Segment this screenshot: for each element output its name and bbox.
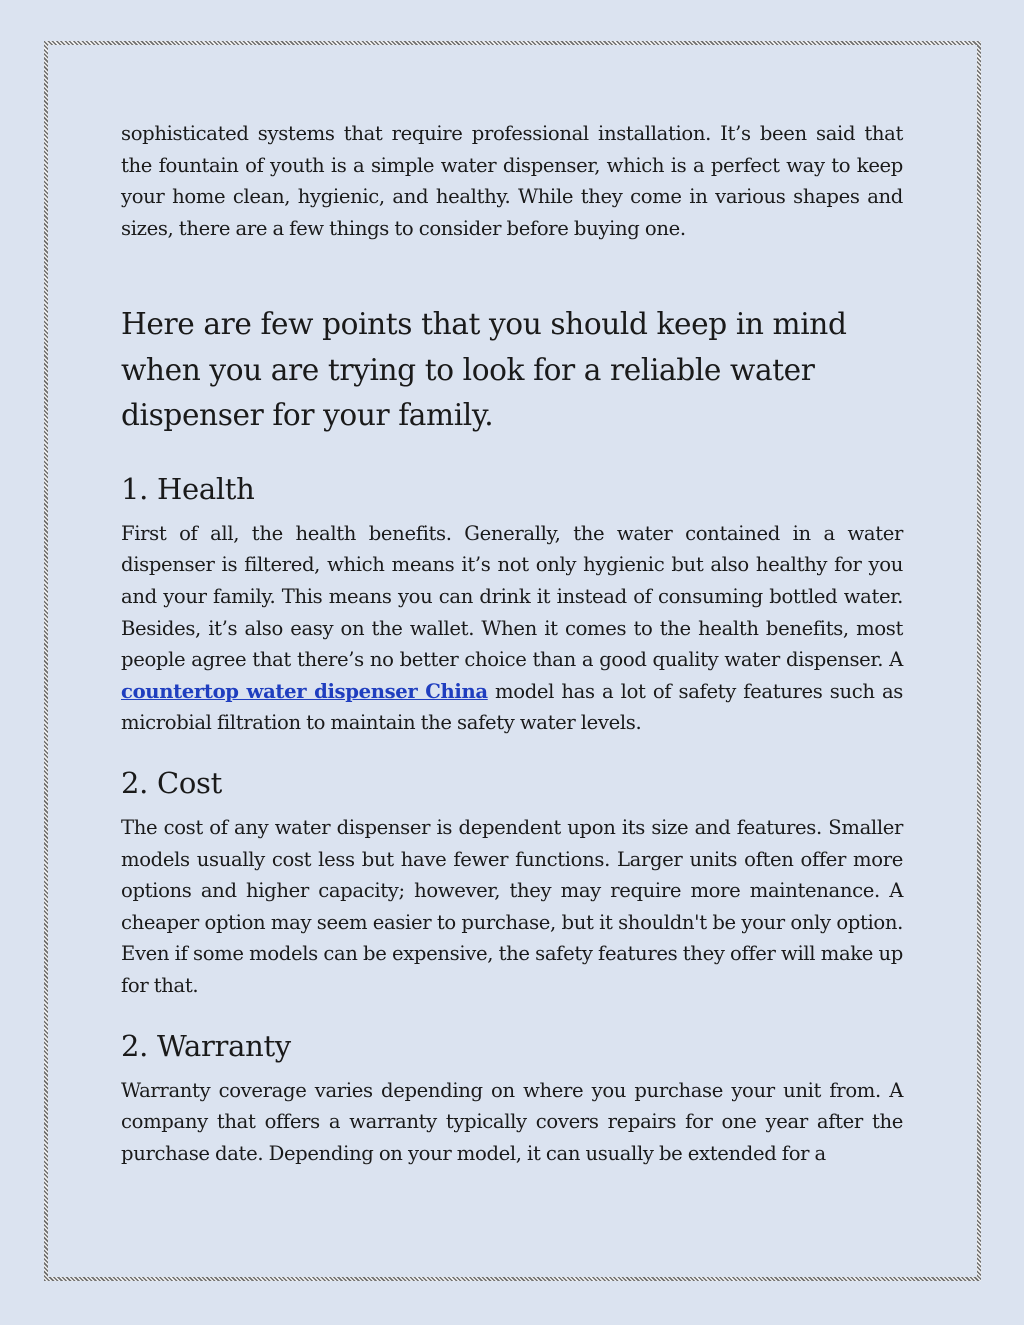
health-text-before-link: First of all, the health benefits. Generally, the water contained in a water dispenser is filtered, which means it’s not only hygienic but also healthy for you and your family. This means you can drink it instead of consuming bottled water. Besides, it’s also easy on the wallet. When it comes to the health benefits, most people agree that there’s no better choice than a good quality water dispenser. A [121,521,903,672]
section-cost [121,763,903,1002]
section-paragraph-health [121,518,903,739]
section-warranty [121,1026,903,1170]
section-heading-warranty: 2. Warranty [121,1028,291,1063]
countertop-dispenser-link[interactable]: countertop water dispenser China [121,679,488,703]
section-paragraph-warranty: Warranty coverage varies depending on where you purchase your unit from. A company that offers a warranty typically covers repairs for one year after the purchase date. Depending on your model, it can usually be extended for a [121,1078,903,1165]
lead-heading: Here are few points that you should keep in mind when you are trying to look for a reliable water dispenser for your family. [121,307,847,433]
document-content [121,118,903,1193]
section-health [121,469,903,739]
section-paragraph-cost: The cost of any water dispenser is dependent upon its size and features. Smaller models usually cost less but have fewer functions. Larger units often offer more options and higher capacity; however, they may require more maintenance. A cheaper option may seem easier to purchase, but it shouldn't be your only option. Even if some models can be expensive, the safety features they offer will make up for that. [121,816,903,997]
intro-paragraph: sophisticated systems that require professional installation. It’s been said that the fountain of youth is a simple water dispenser, which is a perfect way to keep your home clean, hygienic, and healthy. While they come in various shapes and sizes, there are a few things to consider before buying one. [121,122,903,240]
section-heading-cost: 2. Cost [121,766,222,801]
health-text-after-link: model has a lot of safety features such as microbial filtration to maintain the safety water levels. [121,679,903,735]
section-heading-health: 1. Health [121,471,255,506]
